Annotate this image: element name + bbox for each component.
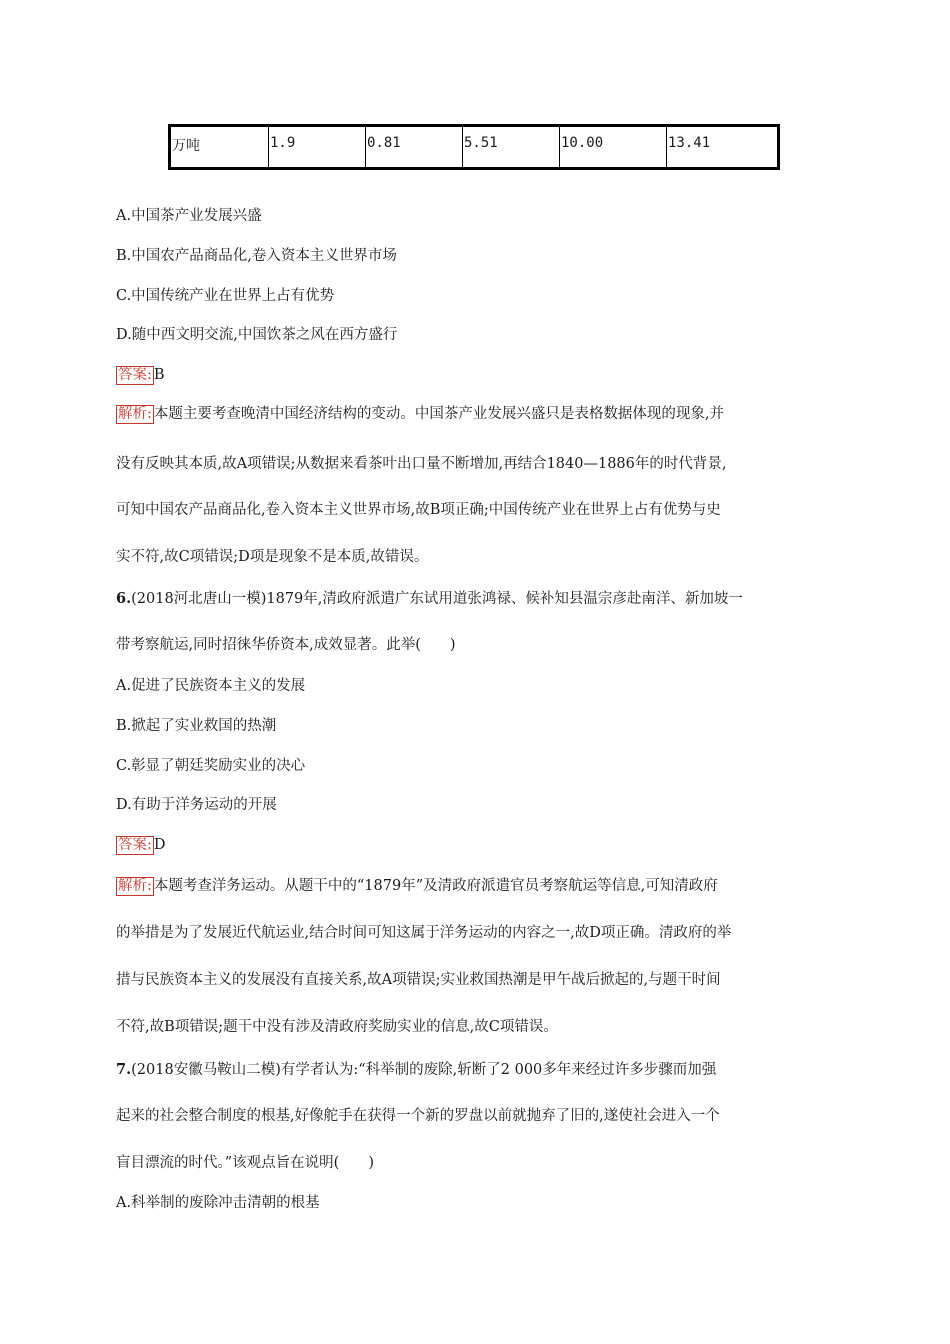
q5-option-d: D.随中西文明交流,中国饮茶之风在西方盛行 — [116, 327, 398, 343]
q7-stem-line-1 — [116, 1060, 716, 1080]
table-cell: 5.51 — [463, 126, 560, 169]
q5-analysis-line-1 — [116, 404, 724, 424]
q5-option-b: B.中国农产品商品化,卷入资本主义世界市场 — [116, 248, 397, 264]
q6-option-c: C.彰显了朝廷奖励实业的决心 — [116, 758, 306, 774]
q7-stem-line-2: 起来的社会整合制度的根基,好像舵手在获得一个新的罗盘以前就抛弃了旧的,遂使社会进入一个 — [116, 1108, 720, 1124]
q7-stem-line-3: 盲目漂流的时代。”该观点旨在说明( ) — [116, 1155, 374, 1171]
tea-export-table — [168, 124, 780, 170]
q6-analysis-line-3: 措与民族资本主义的发展没有直接关系,故A项错误;实业救国热潮是甲午战后掀起的,与题干时间 — [116, 972, 721, 988]
question-stem: (2018河北唐山一模)1879年,清政府派遣广东试用道张鸿禄、候补知县温宗彦赴南洋、新加坡一 — [131, 591, 743, 607]
analysis-label: 解析: — [118, 878, 152, 894]
table-cell-unit: 万吨 — [170, 126, 269, 169]
question-stem: (2018安徽马鞍山二模)有学者认为:“科举制的废除,斩断了2 000多年来经过许多步骤而加强 — [131, 1062, 717, 1078]
q5-option-a: A.中国茶产业发展兴盛 — [116, 208, 262, 224]
table-row — [170, 126, 779, 169]
answer-label: 答案: — [118, 367, 152, 383]
q6-option-d: D.有助于洋务运动的开展 — [116, 797, 277, 813]
q6-analysis-line-4: 不符,故B项错误;题干中没有涉及清政府奖励实业的信息,故C项错误。 — [116, 1019, 558, 1035]
q7-option-a: A.科举制的废除冲击清朝的根基 — [116, 1195, 320, 1211]
question-number: 6. — [116, 590, 132, 607]
q5-analysis-line-4: 实不符,故C项错误;D项是现象不是本质,故错误。 — [116, 549, 429, 565]
q6-analysis-line-2: 的举措是为了发展近代航运业,结合时间可知这属于洋务运动的内容之一,故D项正确。清政府的举 — [116, 925, 732, 941]
q6-option-a: A.促进了民族资本主义的发展 — [116, 678, 306, 694]
question-number: 7. — [116, 1061, 132, 1078]
q5-analysis-line-3: 可知中国农产品商品化,卷入资本主义世界市场,故B项正确;中国传统产业在世界上占有优势与史 — [116, 502, 721, 518]
answer-value: B — [153, 367, 165, 383]
q6-answer — [116, 835, 166, 855]
table-cell: 1.9 — [269, 126, 366, 169]
q5-answer — [116, 365, 165, 385]
answer-value: D — [153, 837, 166, 853]
analysis-text: 本题考查洋务运动。从题干中的“1879年”及清政府派遣官员考察航运等信息,可知清政府 — [153, 878, 718, 894]
q6-option-b: B.掀起了实业救国的热潮 — [116, 718, 277, 734]
analysis-text: 本题主要考查晚清中国经济结构的变动。中国茶产业发展兴盛只是表格数据体现的现象,并 — [153, 406, 724, 422]
table-cell: 0.81 — [366, 126, 463, 169]
table-cell: 13.41 — [667, 126, 779, 169]
q6-stem-line-2: 带考察航运,同时招徕华侨资本,成效显著。此举( ) — [116, 637, 456, 653]
q5-option-c: C.中国传统产业在世界上占有优势 — [116, 288, 335, 304]
analysis-label: 解析: — [118, 406, 152, 422]
table-cell: 10.00 — [560, 126, 667, 169]
q6-stem-line-1 — [116, 589, 743, 609]
answer-label: 答案: — [118, 837, 152, 853]
q5-analysis-line-2: 没有反映其本质,故A项错误;从数据来看茶叶出口量不断增加,再结合1840—1886年的时代背景, — [116, 456, 727, 472]
q6-analysis-line-1 — [116, 876, 718, 896]
